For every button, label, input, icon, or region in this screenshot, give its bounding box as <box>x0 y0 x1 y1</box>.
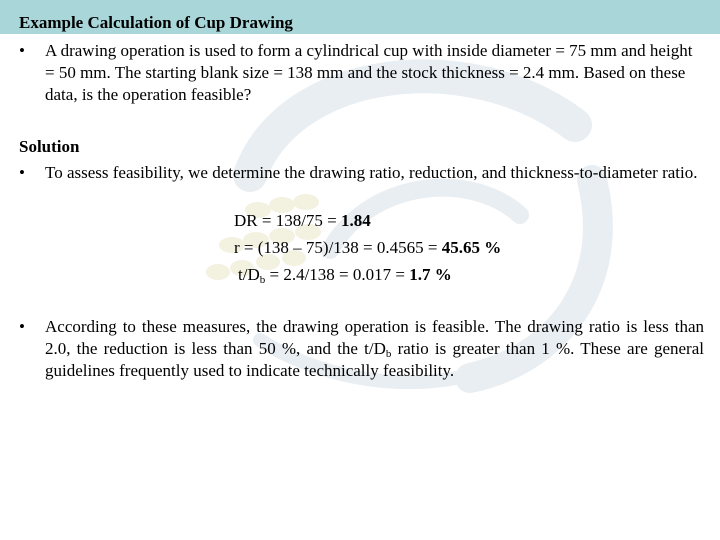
conclusion <box>19 316 704 382</box>
slide-title: Example Calculation of Cup Drawing <box>19 13 293 32</box>
equation-drawing-ratio <box>234 210 371 232</box>
problem-statement <box>19 40 704 106</box>
bullet-icon: • <box>19 41 25 60</box>
solution-intro <box>19 162 704 184</box>
conclusion-text <box>45 316 704 382</box>
conclusion-text-part1: According to these measures, the drawing operation is feasible. The drawing ratio is less than 2.0, the reduction is less than 50 %, and the t/D <box>45 317 704 358</box>
conclusion-text-part2: ratio is greater than 1 %. These are general guidelines frequently used to indicate technically feasibility. <box>45 339 704 380</box>
equation-result: 1.7 % <box>409 265 452 284</box>
equation-lhs-subscript: b <box>259 274 266 286</box>
equation-expression: = 2.4/138 = 0.017 = <box>265 265 410 284</box>
equation-reduction <box>234 237 501 259</box>
equation-thickness-ratio <box>238 264 452 286</box>
bullet-icon: • <box>19 317 25 336</box>
solution-intro-text: To assess feasibility, we determine the drawing ratio, reduction, and thickness-to-diameter ratio. <box>45 163 698 182</box>
equation-expression: DR = 138/75 = <box>234 211 342 230</box>
problem-text: A drawing operation is used to form a cylindrical cup with inside diameter = 75 mm and height = 50 mm. The starting blank size = 138 mm and the stock thickness = 2.4 mm. Based on these data, is the operation feasible? <box>45 41 693 104</box>
solution-heading: Solution <box>19 137 80 156</box>
equation-lhs: t/D <box>238 265 260 284</box>
conclusion-subscript: b <box>385 348 392 360</box>
equation-result: 1.84 <box>341 211 371 230</box>
bullet-icon: • <box>19 163 25 182</box>
equation-expression: r = (138 – 75)/138 = 0.4565 = <box>234 238 442 257</box>
equation-result: 45.65 % <box>441 238 502 257</box>
